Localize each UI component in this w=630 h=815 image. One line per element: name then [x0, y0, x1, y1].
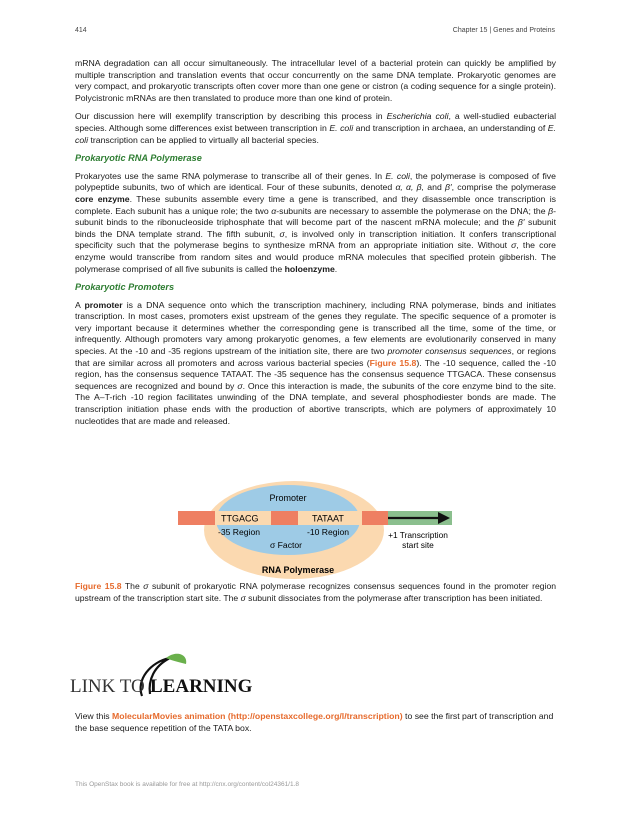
link-to-learning-logo	[70, 650, 253, 702]
link-to-learning-text: View this MolecularMovies animation (http://openstaxcollege.org/l/transcription) to see the first part of transcription and the base sequence repetition of the TATA box.	[75, 711, 554, 733]
region-10-label: -10 Region	[307, 527, 350, 537]
logo-learning: LEARNING	[150, 676, 253, 697]
promoter-diagram	[176, 478, 456, 582]
start-site-label-2: start site	[402, 540, 434, 550]
paragraph-3: Prokaryotes use the same RNA polymerase to transcribe all of their genes. In E. coli, the polymerase is composed of five polypeptide subunits, two of which are identical. Four of these subunits, denoted α, α, β, and β′, comprise the polymerase core enzyme. These subunits assemble every time a gene is transcribed, and they disassemble once transcription is complete. Each subunit has a unique role; the two α-subunits are necessary to assemble the polymerase on the DNA; the β-subunit binds to the ribonucleoside triphosphate that will become part of the nascent mRNA molecule; and the β′ subunit binds the DNA template strand. The fifth subunit, σ, is involved only in transcription initiation. It confers transcriptional specificity such that the polymerase begins to synthesize mRNA from an appropriate initiation site. Without σ, the core enzyme would transcribe from random sites and would produce mRNA molecules that specified protein gibberish. The polymerase comprised of all five subunits is called the holoenzyme.	[75, 170, 557, 274]
chapter-title: Chapter 15 | Genes and Proteins	[452, 27, 555, 34]
section-heading-promoters: Prokaryotic Promoters	[75, 282, 175, 293]
page-footer: This OpenStax book is available for free at http://cnx.org/content/col24361/1.8	[75, 781, 300, 788]
rna-polymerase-label: RNA Polymerase	[261, 565, 335, 575]
logo-leaf	[166, 654, 186, 664]
box-10-label: TATAAT	[312, 513, 344, 524]
figure-caption: Figure 15.8 The σ subunit of prokaryotic RNA polymerase recognizes consensus sequences found in the promoter region upstream of the transcription start site. The σ subunit dissociates from the polymerase after transcription has been initiated.	[75, 581, 557, 603]
paragraph-4: A promoter is a DNA sequence onto which the transcription machinery, including RNA polymerase, binds and initiates transcription. In most cases, promoters exist upstream of the genes they regulate. The specific sequence of a promoter is very important because it determines whether the corresponding gene is transcribed all the time, some of the time, or infrequently. Although promoters vary among prokaryotic genomes, a few elements are evolutionarily conserved in many species. At the -10 and -35 regions upstream of the initiation site, there are two promoter consensus sequences, or regions that are similar across all promoters and across various bacterial species (Figure 15.8). The -10 sequence, called the -10 region, has the consensus sequence TATAAT. The -35 sequence has the consensus sequence TTGACA. These consensus sequences are recognized and bound by σ. Once this interaction is made, the subunits of the core enzyme bind to the site. The A–T-rich -10 region facilitates unwinding of the DNA template, and several phosphodiester bonds are made. The transcription initiation phase ends with the production of abortive transcripts, which are polymers of approximately 10 nucleotides that are made and released.	[75, 299, 556, 426]
promoter-label: Promoter	[269, 493, 307, 503]
region-35-label: -35 Region	[218, 527, 261, 537]
logo-link-to: LINK TO	[70, 676, 145, 697]
paragraph-2: Our discussion here will exemplify transcription by describing this process in Escherichia coli, a well-studied eubacterial species. Although some differences exist between transcription in E. coli and transcription in archaea, an understanding of E. coli transcription can be applied to virtually all bacterial species.	[75, 111, 557, 145]
section-heading-rna-polymerase: Prokaryotic RNA Polymerase	[75, 153, 202, 164]
figure-link[interactable]: Figure 15.8	[369, 357, 417, 368]
start-site-label-1: +1 Transcription	[388, 530, 448, 540]
page-number: 414	[75, 27, 87, 34]
box-35-label: TTGACG	[221, 513, 259, 524]
main-text	[75, 58, 556, 434]
molecularmovies-link[interactable]: MolecularMovies animation (http://openstaxcollege.org/l/transcription)	[112, 711, 403, 721]
paragraph-1: mRNA degradation can all occur simultaneously. The intracellular level of a bacterial protein can quickly be amplified by multiple transcription and translation events that occur concurrently on the same DNA template. Prokaryotic genomes are very compact, and prokaryotic transcripts often cover more than one gene or cistron (a coding sequence for a single protein). Polycistronic mRNAs are then translated to produce more than one kind of protein.	[75, 58, 556, 103]
sigma-factor-label: σ Factor	[269, 540, 303, 550]
